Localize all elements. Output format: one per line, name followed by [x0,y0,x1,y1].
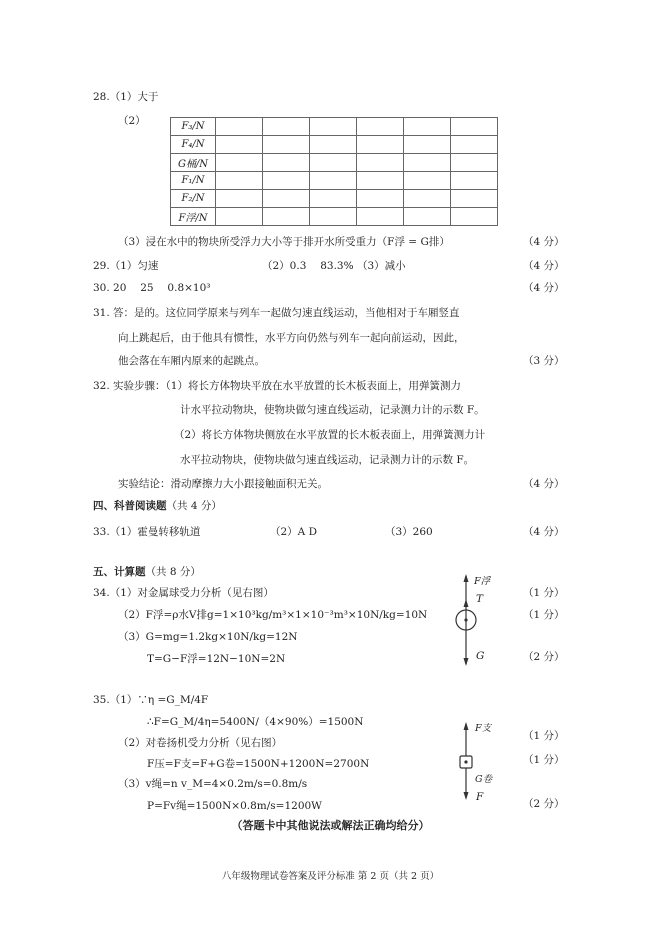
section4-note: （共 4 分） [166,500,222,512]
empty-cell [216,136,263,154]
q32-score: （4 分） [523,478,565,490]
q30-score: （4 分） [523,282,565,294]
q35-line: （2）对卷扬机受力分析（见右图） [118,737,283,749]
section5-heading [93,565,201,579]
diagram-label-f: F [476,791,484,803]
q28-data-table [170,117,498,226]
q29-part2: （2）0.3 83.3% [262,260,354,272]
q34-score: （1 分） [523,587,565,599]
row-header: F₂/N [171,190,216,208]
empty-cell [216,154,263,172]
diagram-label-t: T [476,593,484,605]
empty-cell [451,154,498,172]
empty-cell [310,154,357,172]
q35-line: ∴F=G_M/4η=5400N/（4×90%）=1500N [147,716,364,728]
q32-line: 水平拉动物块，使物块做匀速直线运动，记录测力计的示数 F。 [180,454,475,466]
diagram-label-g: G [476,650,485,662]
q28-score: （4 分） [523,236,565,248]
row-header: F浮/N [171,208,216,226]
empty-cell [357,118,404,136]
empty-cell [357,172,404,190]
empty-cell [451,172,498,190]
q34-score: （2 分） [523,651,565,663]
empty-cell [451,208,498,226]
arrow-down-icon [464,658,469,666]
q33-score: （4 分） [523,526,565,538]
q29-part3: （3）减小 [357,260,406,272]
table-row [171,190,498,208]
empty-cell [357,154,404,172]
table-row [171,172,498,190]
q28-part2-label: （2） [118,115,146,127]
diagram-label-g-winch: G卷 [475,774,493,785]
q28-part1: 28.（1）大于 [93,91,159,103]
empty-cell [263,190,310,208]
q29-part1: 29.（1）匀速 [93,260,159,272]
empty-cell [310,208,357,226]
empty-cell [216,208,263,226]
section4-heading [93,499,222,513]
q30-answer: 30. 20 25 0.8×10³ [93,282,211,294]
empty-cell [263,136,310,154]
row-header: F₁/N [171,172,216,190]
arrow-up-icon [464,722,469,730]
diagram-label-f-support: F支 [475,723,492,734]
closing-note: （答题卡中其他说法或解法正确均给分） [231,819,430,832]
empty-cell [357,136,404,154]
q32-line: 计水平拉动物块，使物块做匀速直线运动，记录测力计的示数 F。 [180,404,485,416]
q29-score: （4 分） [523,260,565,272]
q31-line: 他会落在车厢内原来的起跳点。 [118,355,265,367]
section4-title: 四、科普阅读题 [93,500,167,512]
q35-line: F压=F支=F+G卷=1500N+1200N=2700N [147,758,370,770]
q35-line: 35.（1）∵η =G_M/4F [93,694,209,706]
empty-cell [216,190,263,208]
q34-line: T=G−F浮=12N−10N=2N [147,653,286,665]
empty-cell [263,154,310,172]
row-header: G桶/N [171,154,216,172]
section5-title: 五、计算题 [93,566,146,578]
empty-cell [263,118,310,136]
empty-cell [404,190,451,208]
empty-cell [263,208,310,226]
arrow-up-icon [464,574,469,582]
q34-line: 34.（1）对金属球受力分析（见右图） [93,587,274,599]
empty-cell [357,190,404,208]
q35-score: （1 分） [523,730,565,742]
q35-score: （1 分） [523,754,565,766]
empty-cell [404,208,451,226]
q32-line: （2）将长方体物块侧放在水平放置的长木板表面上，用弹簧测力计 [174,429,486,441]
empty-cell [404,136,451,154]
empty-cell [451,190,498,208]
row-header: F₄/N [171,136,216,154]
q31-line: 向上跳起后，由于他具有惯性，水平方向仍然与列车一起向前运动，因此， [118,332,465,344]
diagram-label-f-float: F浮 [474,576,491,587]
empty-cell [404,118,451,136]
table-row [171,208,498,226]
page-footer: 八年级物理试卷答案及评分标准 第 2 页（共 2 页） [221,871,440,882]
q35-score: （2 分） [523,798,565,810]
q34-score: （1 分） [523,609,565,621]
empty-cell [310,172,357,190]
table-row [171,154,498,172]
table-row [171,118,498,136]
empty-cell [404,172,451,190]
empty-cell [310,136,357,154]
empty-cell [451,136,498,154]
empty-cell [216,172,263,190]
empty-cell [310,118,357,136]
row-header: F₃/N [171,118,216,136]
q35-line: （3）v绳=n v_M=4×0.2m/s=0.8m/s [118,778,308,790]
empty-cell [263,172,310,190]
table-row [171,136,498,154]
empty-cell [310,190,357,208]
q31-line: 31. 答：是的。这位同学原来与列车一起做匀速直线运动，当他相对于车厢竖直 [93,307,460,319]
q33-part3: （3）260 [385,526,433,538]
q31-score: （3 分） [523,355,565,367]
q33-part2: （2）A D [270,526,318,538]
empty-cell [216,118,263,136]
empty-cell [357,208,404,226]
q34-line: （2）F浮=ρ水V排g=1×10³kg/m³×1×10⁻³m³×10N/kg=10N [118,609,428,621]
q34-line: （3）G=mg=1.2kg×10N/kg=12N [118,631,298,643]
q28-part3: （3）浸在水中的物块所受浮力大小等于排开水所受重力（F浮 = G排） [118,236,450,248]
q33-part1: 33.（1）霍曼转移轨道 [93,526,201,538]
arrow-up-icon [464,599,469,607]
section5-note: （共 8 分） [145,566,201,578]
q32-line: 实验结论：滑动摩擦力大小跟接触面积无关。 [118,478,328,490]
empty-cell [451,118,498,136]
empty-cell [404,154,451,172]
arrow-down-icon [464,792,469,800]
q32-line: 32. 实验步骤：（1）将长方体物块平放在水平放置的长木板表面上，用弹簧测力 [93,380,461,392]
q35-line: P=Fv绳=1500N×0.8m/s=1200W [147,800,322,812]
